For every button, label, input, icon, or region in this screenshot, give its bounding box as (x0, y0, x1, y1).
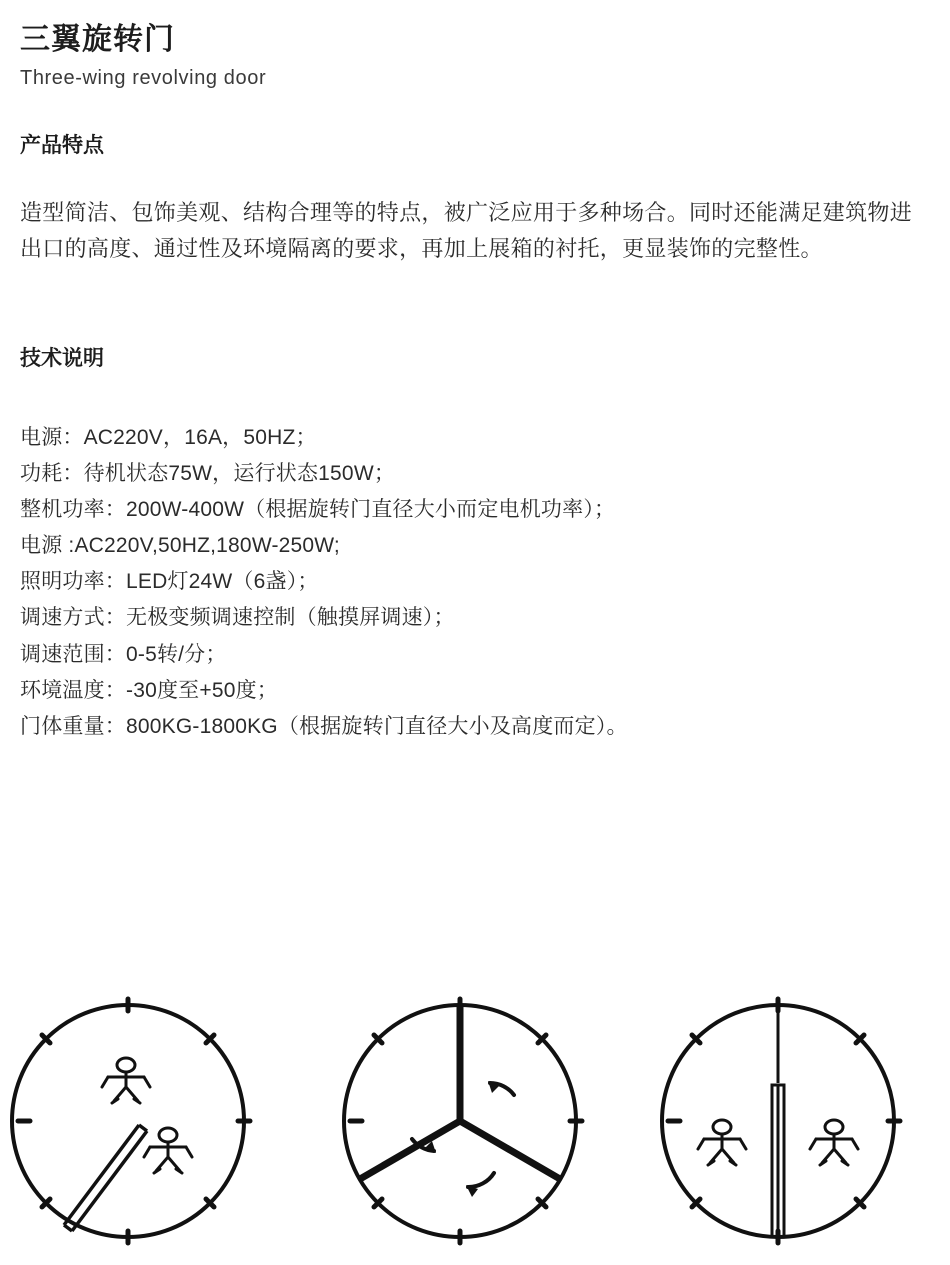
spec-item: 照明功率：LED灯24W（6盏）； (20, 570, 319, 594)
section-heading-tech: 技术说明 (20, 346, 104, 370)
spec-item: 环境温度：-30度至+50度； (20, 678, 278, 702)
diagram-two-wing-open-plan (8, 977, 263, 1265)
spec-item: 功耗：待机状态75W，运行状态150W； (20, 461, 396, 485)
spec-list (20, 420, 930, 745)
features-body-text: 造型简洁、包饰美观、结构合理等的特点，被广泛应用于多种场合。同时还能满足建筑物进出口的高度、通过性及环境隔离的要求，再加上展箱的衬托，更显装饰的完整性。 (20, 200, 913, 261)
diagram-three-wing-rotation-plan (342, 977, 597, 1265)
page-title-cn: 三翼旋转门 (20, 23, 175, 56)
diagram-straight-partition-plan (650, 977, 905, 1265)
spec-item: 整机功率：200W-400W（根据旋转门直径大小而定电机功率）； (20, 498, 616, 522)
spec-item: 调速方式：无极变频调速控制（触摸屏调速）； (20, 606, 455, 630)
document-page (0, 22, 950, 1265)
spec-item: 门体重量：800KG-1800KG（根据旋转门直径大小及高度而定）。 (20, 714, 628, 738)
spec-item: 调速范围：0-5转/分； (20, 642, 227, 666)
diagram-row (0, 977, 950, 1265)
spec-item: 电源 :AC220V,50HZ,180W-250W; (20, 534, 340, 558)
section-heading-features: 产品特点 (20, 134, 104, 157)
page-title-en: Three-wing revolving door (20, 67, 267, 89)
spec-item: 电源：AC220V，16A，50HZ； (20, 425, 317, 449)
